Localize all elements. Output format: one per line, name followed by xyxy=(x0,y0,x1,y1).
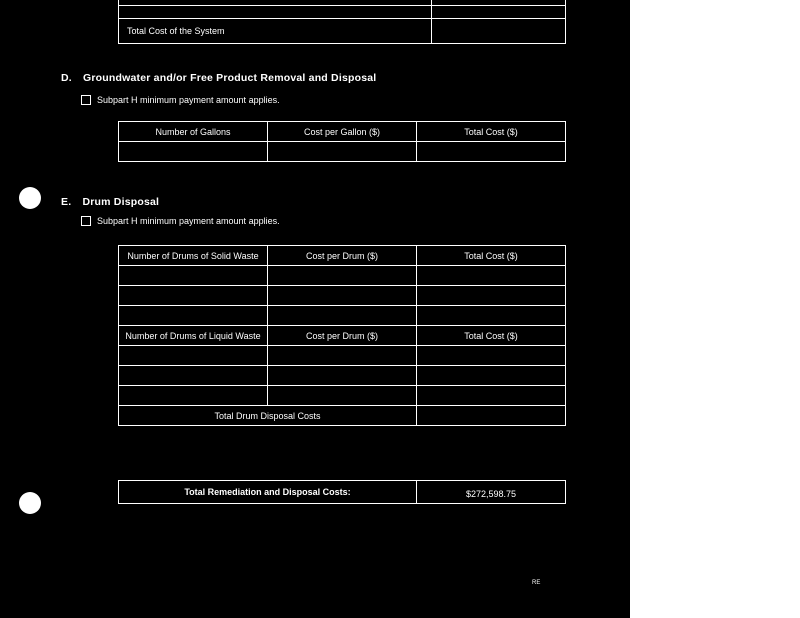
punch-hole xyxy=(19,187,41,209)
table-cell xyxy=(119,286,268,306)
table-cell xyxy=(119,142,268,162)
punch-hole xyxy=(19,492,41,514)
total-cost-system-label: Total Cost of the System xyxy=(119,19,432,44)
table-cell xyxy=(417,142,566,162)
table-cell xyxy=(268,266,417,286)
section-e-checkbox-row[interactable] xyxy=(81,216,280,226)
table-cell xyxy=(417,306,566,326)
column-header: Total Cost ($) xyxy=(417,326,566,346)
section-d-checkbox-row[interactable] xyxy=(81,95,280,105)
section-d-title: Groundwater and/or Free Product Removal and Disposal xyxy=(83,72,377,84)
table-cell xyxy=(417,286,566,306)
table-cell xyxy=(432,6,566,19)
drum-disposal-table xyxy=(118,245,566,426)
column-header: Total Cost ($) xyxy=(417,122,566,142)
table-cell xyxy=(119,6,432,19)
table-cell xyxy=(417,266,566,286)
table-row xyxy=(119,346,566,366)
table-total-row xyxy=(119,406,566,426)
column-header: Cost per Drum ($) xyxy=(268,246,417,266)
subpart-h-label-d: Subpart H minimum payment amount applies. xyxy=(97,95,280,105)
table-cell xyxy=(268,346,417,366)
section-e-letter: E. xyxy=(61,196,72,208)
section-e-heading xyxy=(61,196,159,208)
groundwater-table xyxy=(118,121,566,162)
table-header-row xyxy=(119,122,566,142)
column-header: Cost per Gallon ($) xyxy=(268,122,417,142)
table-cell xyxy=(119,306,268,326)
table-cell xyxy=(119,346,268,366)
grand-total-table xyxy=(118,480,566,504)
table-row xyxy=(119,19,566,44)
table-cell xyxy=(119,266,268,286)
column-header: Number of Drums of Liquid Waste xyxy=(119,326,268,346)
table-header-row xyxy=(119,246,566,266)
table-cell xyxy=(268,306,417,326)
table-cell xyxy=(268,286,417,306)
table-row xyxy=(119,6,566,19)
table-cell xyxy=(268,386,417,406)
drum-total-label: Total Drum Disposal Costs xyxy=(119,406,417,426)
grand-total-value: $272,598.75 xyxy=(417,481,566,504)
column-header: Total Cost ($) xyxy=(417,246,566,266)
column-header: Number of Gallons xyxy=(119,122,268,142)
subpart-h-checkbox-e[interactable] xyxy=(81,216,91,226)
section-c-table xyxy=(118,0,566,44)
table-row xyxy=(119,386,566,406)
column-header: Cost per Drum ($) xyxy=(268,326,417,346)
table-cell xyxy=(417,386,566,406)
section-e-title: Drum Disposal xyxy=(82,196,160,208)
total-cost-system-value xyxy=(432,19,566,44)
table-cell xyxy=(119,386,268,406)
table-cell xyxy=(268,366,417,386)
table-header-row xyxy=(119,326,566,346)
table-row xyxy=(119,142,566,162)
section-d-heading xyxy=(61,72,376,84)
table-cell xyxy=(268,142,417,162)
section-d-letter: D. xyxy=(61,72,72,84)
table-row xyxy=(119,286,566,306)
table-row xyxy=(119,266,566,286)
subpart-h-checkbox-d[interactable] xyxy=(81,95,91,105)
table-row xyxy=(119,366,566,386)
subpart-h-label-e: Subpart H minimum payment amount applies. xyxy=(97,216,280,226)
grand-total-label: Total Remediation and Disposal Costs: xyxy=(119,481,417,504)
table-cell xyxy=(417,366,566,386)
footer-stamp: RE xyxy=(532,580,541,586)
table-row xyxy=(119,481,566,504)
table-cell xyxy=(119,366,268,386)
drum-total-value xyxy=(417,406,566,426)
column-header: Number of Drums of Solid Waste xyxy=(119,246,268,266)
table-row xyxy=(119,306,566,326)
table-cell xyxy=(417,346,566,366)
